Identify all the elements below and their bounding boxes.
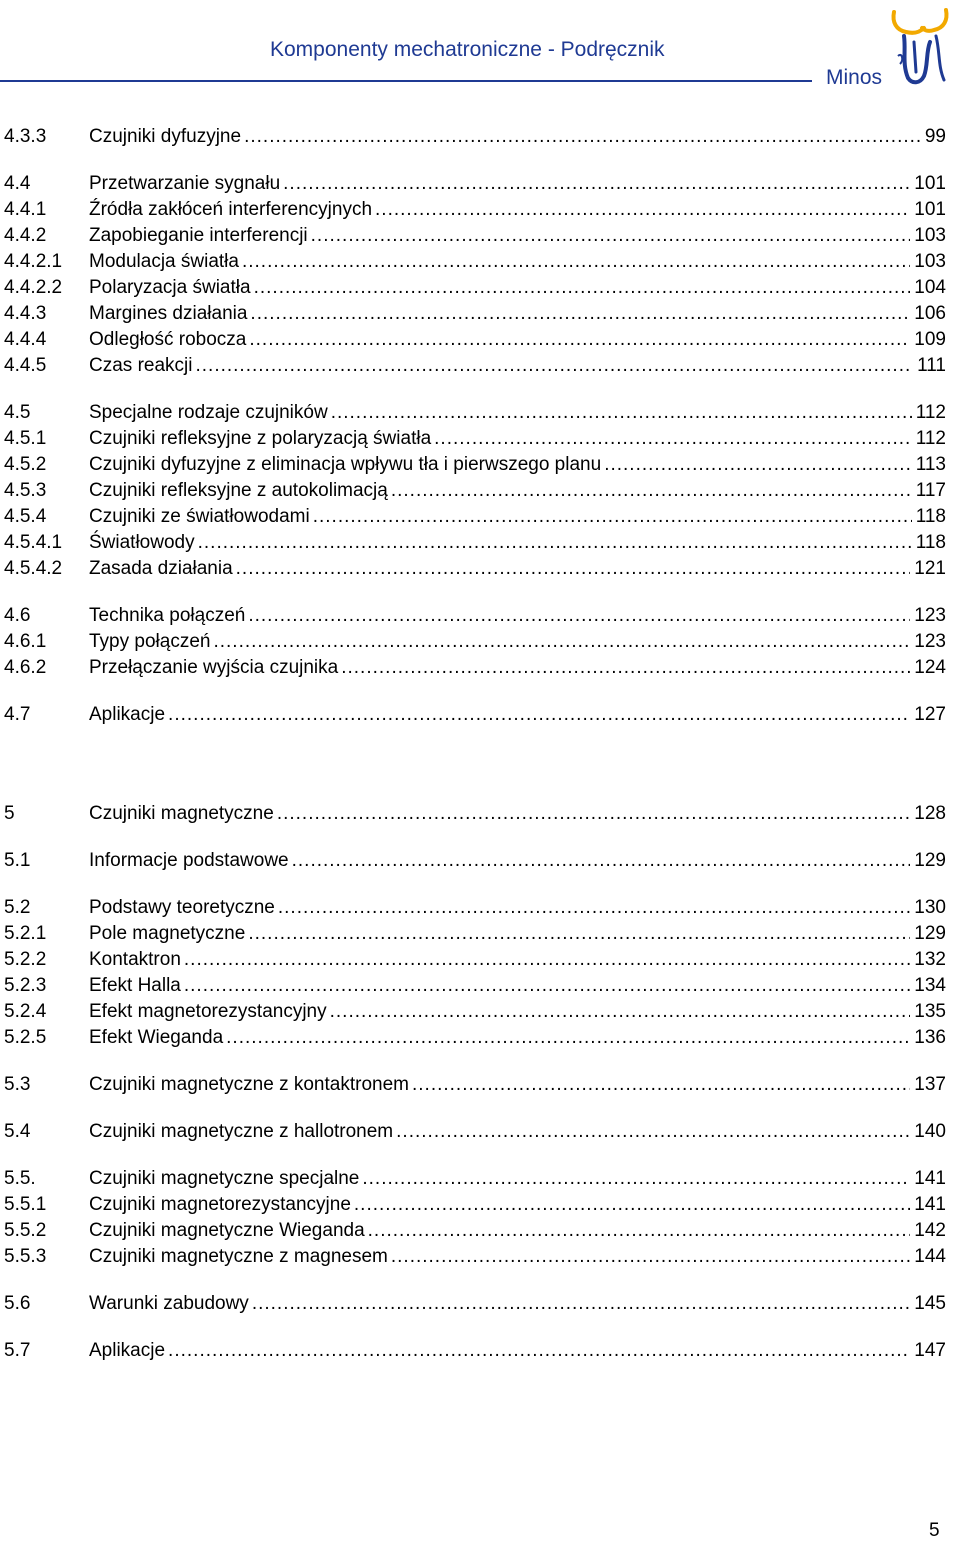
toc-entry-number: 4.5.4.1 — [4, 532, 63, 553]
toc-entry-number: 4.4 — [4, 173, 31, 194]
toc-entry-title: Czujniki magnetyczne Wieganda — [89, 1220, 365, 1241]
toc-entry[interactable] — [0, 1119, 946, 1145]
toc-leader-dots — [292, 848, 911, 874]
toc-entry-number: 5.2.3 — [4, 975, 47, 996]
toc-entry-number: 4.4.4 — [4, 329, 47, 350]
toc-entry[interactable] — [0, 249, 946, 275]
toc-entry-page: 101 — [914, 173, 946, 194]
toc-leader-dots — [283, 171, 910, 197]
toc-entry[interactable] — [0, 848, 946, 874]
toc-entry[interactable] — [0, 973, 946, 999]
toc-leader-dots — [248, 921, 910, 947]
toc-entry-title: Przełączanie wyjścia czujnika — [89, 657, 339, 678]
toc-entry-title: Aplikacje — [89, 1340, 166, 1361]
toc-entry-title: Czujniki magnetyczne z hallotronem — [89, 1121, 394, 1142]
toc-entry[interactable] — [0, 353, 946, 379]
toc-entry-page: 130 — [914, 897, 946, 918]
toc-entry-page: 128 — [914, 803, 946, 824]
toc-entry[interactable] — [0, 1244, 946, 1270]
toc-entry-page: 135 — [914, 1001, 946, 1022]
toc-entry-title: Kontaktron — [89, 949, 181, 970]
toc-entry-title: Aplikacje — [89, 704, 166, 725]
toc-entry-number: 4.5.1 — [4, 428, 47, 449]
toc-leader-dots — [198, 530, 912, 556]
toc-leader-dots — [244, 124, 921, 150]
toc-entry-title: Modulacja światła — [89, 251, 239, 272]
toc-entry-title: Czujniki magnetorezystancyjne — [89, 1194, 351, 1215]
toc-entry-page: 140 — [914, 1121, 946, 1142]
toc-entry-number: 4.4.1 — [4, 199, 47, 220]
toc-leader-dots — [248, 603, 910, 629]
toc-entry-page: 137 — [914, 1074, 946, 1095]
toc-entry[interactable] — [0, 556, 946, 582]
toc-entry-title: Specjalne rodzaje czujników — [89, 402, 328, 423]
toc-leader-dots — [242, 249, 910, 275]
toc-entry-title: Przetwarzanie sygnału — [89, 173, 281, 194]
toc-entry-page: 118 — [915, 532, 946, 553]
toc-entry-page: 129 — [914, 923, 946, 944]
toc-entry-page: 101 — [914, 199, 946, 220]
toc-entry-page: 103 — [914, 251, 946, 272]
toc-entry[interactable] — [0, 1338, 946, 1364]
toc-leader-dots — [412, 1072, 910, 1098]
toc-entry[interactable] — [0, 629, 946, 655]
toc-entry[interactable] — [0, 223, 946, 249]
toc-entry-page: 113 — [915, 454, 946, 475]
toc-entry-page: 103 — [914, 225, 946, 246]
toc-entry-page: 111 — [917, 355, 946, 376]
toc-entry-number: 5.3 — [4, 1074, 31, 1095]
toc-entry-number: 4.7 — [4, 704, 31, 725]
toc-entry-title: Czujniki magnetyczne specjalne — [89, 1168, 360, 1189]
toc-leader-dots — [604, 452, 912, 478]
toc-leader-dots — [362, 1166, 910, 1192]
brand-name: Minos — [826, 66, 883, 89]
toc-entry-number: 4.4.5 — [4, 355, 47, 376]
toc-entry-page: 142 — [914, 1220, 946, 1241]
toc-entry-number: 5.2.4 — [4, 1001, 47, 1022]
toc-entry[interactable] — [0, 530, 946, 556]
toc-entry-page: 112 — [915, 402, 946, 423]
toc-leader-dots — [396, 1119, 910, 1145]
toc-entry[interactable] — [0, 171, 946, 197]
toc-entry-number: 4.5.4.2 — [4, 558, 63, 579]
toc-entry-title: Czujniki dyfuzyjne — [89, 126, 242, 147]
toc-entry-title: Typy połączeń — [89, 631, 211, 652]
toc-entry-number: 4.3.3 — [4, 126, 47, 147]
toc-leader-dots — [252, 1291, 910, 1317]
toc-entry-page: 145 — [914, 1293, 946, 1314]
toc-leader-dots — [250, 301, 910, 327]
toc-entry[interactable] — [0, 702, 946, 728]
toc-entry-title: Czujniki refleksyjne z polaryzacją światła — [89, 428, 432, 449]
toc-leader-dots — [168, 702, 910, 728]
document-title: Komponenty mechatroniczne - Podręcznik — [270, 38, 665, 61]
toc-entry-number: 5.2.5 — [4, 1027, 47, 1048]
toc-entry-number: 5.6 — [4, 1293, 31, 1314]
toc-entry[interactable] — [0, 801, 946, 827]
toc-entry[interactable] — [0, 197, 946, 223]
toc-entry-page: 104 — [914, 277, 946, 298]
toc-leader-dots — [330, 999, 911, 1025]
toc-entry-title: Technika połączeń — [89, 605, 246, 626]
minos-logo-icon — [884, 6, 954, 88]
toc-entry-number: 4.4.3 — [4, 303, 47, 324]
toc-entry[interactable] — [0, 999, 946, 1025]
toc-entry[interactable] — [0, 655, 946, 681]
toc-leader-dots — [277, 801, 910, 827]
toc-leader-dots — [391, 478, 912, 504]
toc-entry[interactable] — [0, 426, 946, 452]
page-number: 5 — [929, 1520, 940, 1541]
toc-leader-dots — [313, 504, 912, 530]
toc-entry[interactable] — [0, 1192, 946, 1218]
toc-entry-number: 5.2 — [4, 897, 31, 918]
toc-entry-page: 141 — [914, 1194, 946, 1215]
toc-entry-title: Podstawy teoretyczne — [89, 897, 275, 918]
toc-leader-dots — [213, 629, 910, 655]
toc-leader-dots — [341, 655, 910, 681]
toc-entry-number: 4.6.1 — [4, 631, 47, 652]
toc-leader-dots — [311, 223, 911, 249]
toc-entry-title: Efekt magnetorezystancyjny — [89, 1001, 327, 1022]
toc-entry-number: 4.4.2.1 — [4, 251, 63, 272]
toc-entry-number: 5.5.2 — [4, 1220, 47, 1241]
toc-entry-page: 141 — [914, 1168, 946, 1189]
toc-leader-dots — [434, 426, 912, 452]
toc-leader-dots — [331, 400, 912, 426]
toc-entry-page: 129 — [914, 850, 946, 871]
toc-entry-page: 123 — [914, 605, 946, 626]
toc-entry-title: Pole magnetyczne — [89, 923, 246, 944]
toc-entry-number: 4.4.2 — [4, 225, 47, 246]
table-of-contents — [0, 124, 946, 1364]
toc-entry-number: 4.6.2 — [4, 657, 47, 678]
toc-entry-title: Zapobieganie interferencji — [89, 225, 308, 246]
toc-entry-number: 4.4.2.2 — [4, 277, 63, 298]
toc-leader-dots — [354, 1192, 910, 1218]
toc-entry[interactable] — [0, 895, 946, 921]
toc-entry-number: 4.5 — [4, 402, 31, 423]
toc-entry-title: Informacje podstawowe — [89, 850, 289, 871]
toc-entry-number: 5.5.3 — [4, 1246, 47, 1267]
toc-entry[interactable] — [0, 1291, 946, 1317]
toc-entry-page: 134 — [914, 975, 946, 996]
toc-entry-number: 5.1 — [4, 850, 31, 871]
toc-entry-number: 4.5.3 — [4, 480, 47, 501]
toc-entry-number: 5.7 — [4, 1340, 31, 1361]
toc-entry[interactable] — [0, 478, 946, 504]
toc-entry[interactable] — [0, 1166, 946, 1192]
toc-entry[interactable] — [0, 452, 946, 478]
header-divider — [0, 80, 812, 82]
toc-entry-page: 117 — [915, 480, 946, 501]
toc-entry-number: 4.5.2 — [4, 454, 47, 475]
toc-entry-number: 4.6 — [4, 605, 31, 626]
toc-entry-title: Czujniki magnetyczne z magnesem — [89, 1246, 388, 1267]
toc-entry[interactable] — [0, 301, 946, 327]
toc-entry-title: Źródła zakłóceń interferencyjnych — [89, 199, 373, 220]
toc-leader-dots — [368, 1218, 911, 1244]
toc-entry-title: Czujniki dyfuzyjne z eliminacja wpływu tła i pierwszego planu — [89, 454, 602, 475]
toc-entry[interactable] — [0, 1218, 946, 1244]
toc-entry-page: 118 — [915, 506, 946, 527]
toc-leader-dots — [375, 197, 910, 223]
toc-entry-page: 112 — [915, 428, 946, 449]
toc-leader-dots — [236, 556, 911, 582]
toc-entry-page: 123 — [914, 631, 946, 652]
toc-entry-title: Światłowody — [89, 532, 195, 553]
toc-entry-title: Czujniki refleksyjne z autokolimacją — [89, 480, 388, 501]
toc-leader-dots — [195, 353, 913, 379]
toc-entry-page: 136 — [914, 1027, 946, 1048]
toc-entry-title: Czujniki ze światłowodami — [89, 506, 310, 527]
toc-leader-dots — [184, 947, 910, 973]
toc-entry-page: 124 — [914, 657, 946, 678]
toc-leader-dots — [184, 973, 910, 999]
toc-leader-dots — [226, 1025, 910, 1051]
toc-entry-title: Efekt Wieganda — [89, 1027, 224, 1048]
toc-entry-number: 5.2.1 — [4, 923, 47, 944]
toc-entry-page: 106 — [914, 303, 946, 324]
toc-leader-dots — [254, 275, 911, 301]
toc-entry[interactable] — [0, 1025, 946, 1051]
toc-entry-number: 4.5.4 — [4, 506, 47, 527]
toc-entry-page: 144 — [914, 1246, 946, 1267]
toc-entry-title: Efekt Halla — [89, 975, 181, 996]
toc-leader-dots — [391, 1244, 910, 1270]
toc-leader-dots — [278, 895, 910, 921]
toc-entry[interactable] — [0, 124, 946, 150]
toc-entry-title: Margines działania — [89, 303, 248, 324]
toc-entry-page: 132 — [914, 949, 946, 970]
toc-entry[interactable] — [0, 327, 946, 353]
toc-entry-title: Czujniki magnetyczne — [89, 803, 274, 824]
toc-entry-title: Warunki zabudowy — [89, 1293, 249, 1314]
toc-entry-page: 147 — [914, 1340, 946, 1361]
toc-entry-title: Odległość robocza — [89, 329, 247, 350]
toc-leader-dots — [168, 1338, 910, 1364]
toc-entry-page: 121 — [914, 558, 946, 579]
toc-entry[interactable] — [0, 1072, 946, 1098]
toc-entry[interactable] — [0, 504, 946, 530]
toc-entry-number: 5.4 — [4, 1121, 31, 1142]
toc-entry-page: 99 — [924, 126, 946, 147]
toc-leader-dots — [249, 327, 910, 353]
toc-entry-title: Czujniki magnetyczne z kontaktronem — [89, 1074, 409, 1095]
toc-entry-page: 109 — [914, 329, 946, 350]
toc-entry-title: Czas reakcji — [89, 355, 193, 376]
toc-entry-number: 5.5.1 — [4, 1194, 47, 1215]
toc-entry-number: 5 — [4, 803, 15, 824]
toc-entry-title: Polaryzacja światła — [89, 277, 251, 298]
toc-entry-title: Zasada działania — [89, 558, 233, 579]
toc-entry[interactable] — [0, 921, 946, 947]
toc-entry[interactable] — [0, 275, 946, 301]
toc-entry-page: 127 — [914, 704, 946, 725]
toc-entry-number: 5.5. — [4, 1168, 36, 1189]
toc-entry[interactable] — [0, 947, 946, 973]
toc-entry[interactable] — [0, 400, 946, 426]
toc-entry[interactable] — [0, 603, 946, 629]
toc-entry-number: 5.2.2 — [4, 949, 47, 970]
